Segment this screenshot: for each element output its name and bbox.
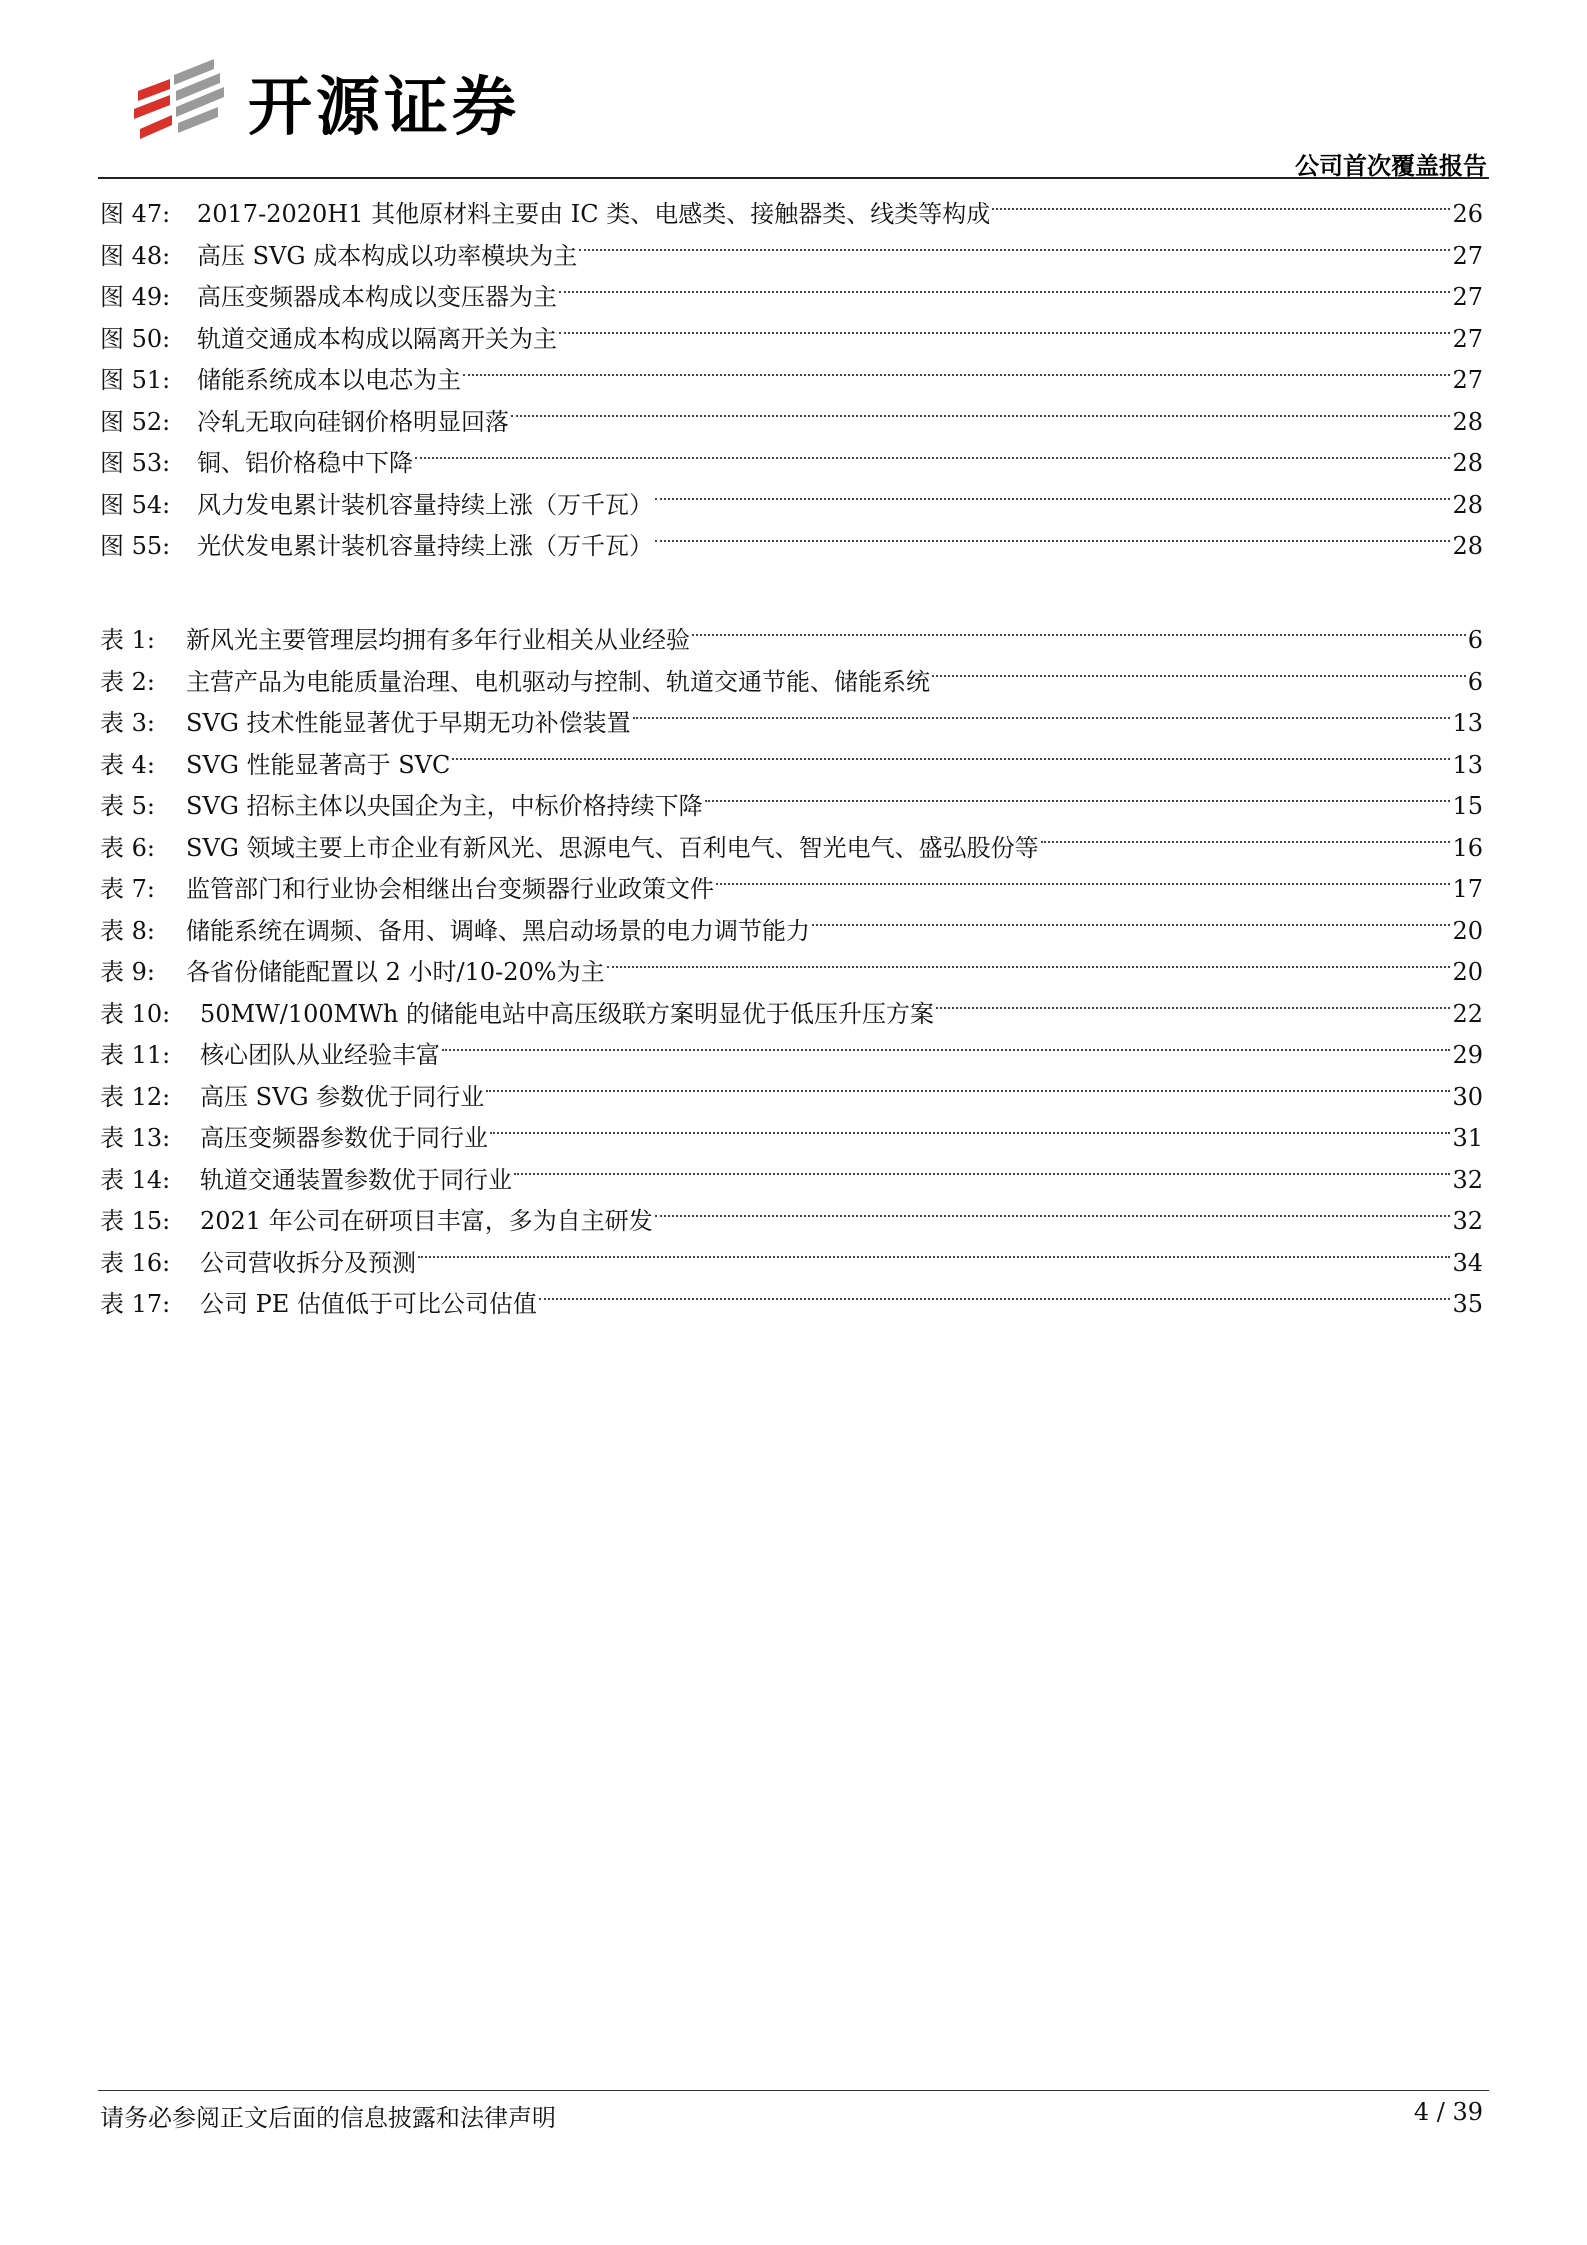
table-entry[interactable] xyxy=(100,745,1483,787)
entry-label: 表 15: xyxy=(100,1207,171,1235)
entry-title[interactable]: 储能系统在调频、备用、调峰、黑启动场景的电力调节能力 xyxy=(186,916,810,945)
entry-label: 图 47: xyxy=(100,200,171,228)
footer-divider xyxy=(98,2090,1489,2091)
entry-label: 图 48: xyxy=(100,241,171,270)
entry-page-number: 6 xyxy=(1467,626,1483,654)
dot-leader xyxy=(418,1256,1450,1258)
entry-page-number: 28 xyxy=(1452,449,1483,477)
entry-title[interactable]: SVG 性能显著高于 SVC xyxy=(186,750,451,779)
dot-leader xyxy=(539,1298,1451,1300)
entry-label: 表 2: xyxy=(100,667,155,696)
entry-label: 表 3: xyxy=(100,709,155,737)
entry-label: 表 14: xyxy=(100,1165,171,1194)
entry-label: 图 52: xyxy=(100,407,171,436)
dot-leader xyxy=(607,966,1451,968)
table-entry[interactable] xyxy=(100,1118,1483,1160)
report-type: 公司首次覆盖报告 xyxy=(1295,152,1487,180)
dot-leader xyxy=(511,415,1450,417)
dot-leader xyxy=(655,498,1450,500)
entry-page-number: 27 xyxy=(1452,366,1483,394)
entry-label: 表 6: xyxy=(100,833,155,862)
table-entry[interactable] xyxy=(100,662,1483,704)
dot-leader xyxy=(716,883,1450,885)
figure-entry[interactable] xyxy=(100,277,1483,319)
dot-leader xyxy=(692,634,1466,636)
entry-label: 表 1: xyxy=(100,626,155,654)
dot-leader xyxy=(936,1007,1450,1009)
header-divider xyxy=(98,177,1489,179)
dot-leader xyxy=(579,249,1450,251)
entry-page-number: 32 xyxy=(1452,1207,1483,1235)
table-entry[interactable] xyxy=(100,828,1483,870)
entry-title[interactable]: 铜、铝价格稳中下降 xyxy=(197,449,413,477)
dot-leader xyxy=(452,758,1450,760)
entry-label: 表 17: xyxy=(100,1290,171,1318)
entry-title[interactable]: 主营产品为电能质量治理、电机驱动与控制、轨道交通节能、储能系统 xyxy=(186,667,930,696)
entry-page-number: 28 xyxy=(1452,532,1483,560)
entry-label: 表 5: xyxy=(100,792,155,820)
entry-title[interactable]: 高压变频器参数优于同行业 xyxy=(200,1124,488,1152)
table-entry[interactable] xyxy=(100,1160,1483,1202)
entry-label: 表 16: xyxy=(100,1248,171,1277)
entry-title[interactable]: 光伏发电累计装机容量持续上涨（万千瓦） xyxy=(197,532,653,560)
entry-label: 图 54: xyxy=(100,490,171,519)
figure-list xyxy=(100,194,1483,568)
entry-page-number: 16 xyxy=(1452,833,1483,862)
figure-entry[interactable] xyxy=(100,319,1483,361)
entry-title[interactable]: 高压变频器成本构成以变压器为主 xyxy=(197,283,557,311)
figure-entry[interactable] xyxy=(100,194,1483,236)
entry-title[interactable]: 公司 PE 估值低于可比公司估值 xyxy=(200,1290,537,1318)
entry-page-number: 13 xyxy=(1452,709,1483,737)
entry-label: 图 55: xyxy=(100,532,171,560)
entry-title[interactable]: 储能系统成本以电芯为主 xyxy=(197,366,461,394)
table-entry[interactable] xyxy=(100,911,1483,953)
entry-title[interactable]: 50MW/100MWh 的储能电站中高压级联方案明显优于低压升压方案 xyxy=(200,999,935,1028)
entry-page-number: 29 xyxy=(1452,1041,1483,1069)
entry-page-number: 20 xyxy=(1452,958,1483,986)
entry-title[interactable]: 冷轧无取向硅钢价格明显回落 xyxy=(197,407,509,436)
entry-title[interactable]: 监管部门和行业协会相继出台变频器行业政策文件 xyxy=(186,875,714,903)
dot-leader xyxy=(932,675,1466,677)
entry-page-number: 20 xyxy=(1452,916,1483,945)
dot-leader xyxy=(655,540,1450,542)
entry-page-number: 34 xyxy=(1452,1248,1483,1277)
dot-leader xyxy=(486,1090,1450,1092)
entry-label: 表 4: xyxy=(100,750,155,779)
entry-title[interactable]: 新风光主要管理层均拥有多年行业相关从业经验 xyxy=(186,626,690,654)
logo-mark-icon xyxy=(130,57,230,147)
entry-title[interactable]: SVG 领域主要上市企业有新风光、思源电气、百利电气、智光电气、盛弘股份等 xyxy=(186,833,1039,862)
entry-page-number: 27 xyxy=(1452,241,1483,270)
figure-entry[interactable] xyxy=(100,443,1483,485)
entry-page-number: 28 xyxy=(1452,490,1483,519)
entry-title[interactable]: 公司营收拆分及预测 xyxy=(200,1248,416,1277)
figure-entry[interactable] xyxy=(100,360,1483,402)
table-entry[interactable] xyxy=(100,1077,1483,1119)
entry-page-number: 17 xyxy=(1452,875,1483,903)
dot-leader xyxy=(992,208,1450,210)
figure-entry[interactable] xyxy=(100,236,1483,278)
entry-title[interactable]: 核心团队从业经验丰富 xyxy=(200,1041,440,1069)
entry-label: 图 51: xyxy=(100,366,171,394)
entry-label: 表 8: xyxy=(100,916,155,945)
footer-disclaimer: 请务必参阅正文后面的信息披露和法律声明 xyxy=(100,2104,556,2132)
entry-title[interactable]: 2017-2020H1 其他原材料主要由 IC 类、电感类、接触器类、线类等构成 xyxy=(197,200,991,228)
entry-label: 表 10: xyxy=(100,999,171,1028)
table-entry[interactable] xyxy=(100,1243,1483,1285)
entry-title[interactable]: 轨道交通装置参数优于同行业 xyxy=(200,1165,512,1194)
entry-title[interactable]: SVG 招标主体以央国企为主，中标价格持续下降 xyxy=(186,792,703,820)
table-entry[interactable] xyxy=(100,703,1483,745)
table-entry[interactable] xyxy=(100,1201,1483,1243)
entry-page-number: 31 xyxy=(1452,1124,1483,1152)
entry-page-number: 15 xyxy=(1452,792,1483,820)
dot-leader xyxy=(705,800,1451,802)
entry-page-number: 30 xyxy=(1452,1082,1483,1111)
dot-leader xyxy=(463,374,1450,376)
table-entry[interactable] xyxy=(100,786,1483,828)
page-indicator: 4 / 39 xyxy=(1413,2098,1483,2126)
dot-leader xyxy=(490,1132,1450,1134)
entry-label: 表 13: xyxy=(100,1124,171,1152)
table-list xyxy=(100,620,1483,1326)
dot-leader xyxy=(559,332,1450,334)
brand-name: 开源证券 xyxy=(248,71,520,145)
entry-title[interactable]: 高压 SVG 参数优于同行业 xyxy=(200,1082,485,1111)
entry-title[interactable]: 各省份储能配置以 2 小时/10-20%为主 xyxy=(186,958,605,986)
dot-leader xyxy=(514,1173,1450,1175)
table-entry[interactable] xyxy=(100,994,1483,1036)
entry-title[interactable]: 2021 年公司在研项目丰富，多为自主研发 xyxy=(200,1207,653,1235)
entry-title[interactable]: SVG 技术性能显著优于早期无功补偿装置 xyxy=(186,709,631,737)
entry-label: 表 12: xyxy=(100,1082,171,1111)
entry-label: 图 53: xyxy=(100,449,171,477)
entry-page-number: 26 xyxy=(1452,200,1483,228)
entry-label: 表 9: xyxy=(100,958,155,986)
dot-leader xyxy=(559,291,1450,293)
entry-page-number: 13 xyxy=(1452,750,1483,779)
dot-leader xyxy=(633,717,1451,719)
brand-logo xyxy=(130,56,520,148)
entry-label: 图 49: xyxy=(100,283,171,311)
table-entry[interactable] xyxy=(100,1284,1483,1326)
entry-page-number: 27 xyxy=(1452,283,1483,311)
entry-page-number: 22 xyxy=(1452,999,1483,1028)
entry-page-number: 32 xyxy=(1452,1165,1483,1194)
figure-entry[interactable] xyxy=(100,402,1483,444)
figure-entry[interactable] xyxy=(100,485,1483,527)
entry-page-number: 27 xyxy=(1452,324,1483,353)
entry-page-number: 6 xyxy=(1467,667,1483,696)
dot-leader xyxy=(1041,841,1451,843)
entry-label: 表 11: xyxy=(100,1041,171,1069)
entry-title[interactable]: 风力发电累计装机容量持续上涨（万千瓦） xyxy=(197,490,653,519)
table-entry[interactable] xyxy=(100,869,1483,911)
dot-leader xyxy=(442,1049,1450,1051)
entry-title[interactable]: 高压 SVG 成本构成以功率模块为主 xyxy=(197,241,578,270)
dot-leader xyxy=(812,924,1450,926)
figure-entry[interactable] xyxy=(100,526,1483,568)
entry-label: 表 7: xyxy=(100,875,155,903)
dot-leader xyxy=(655,1215,1451,1217)
entry-label: 图 50: xyxy=(100,324,171,353)
entry-page-number: 35 xyxy=(1452,1290,1483,1318)
dot-leader xyxy=(415,457,1450,459)
table-entry[interactable] xyxy=(100,620,1483,662)
table-entry[interactable] xyxy=(100,1035,1483,1077)
table-entry[interactable] xyxy=(100,952,1483,994)
entry-title[interactable]: 轨道交通成本构成以隔离开关为主 xyxy=(197,324,557,353)
entry-page-number: 28 xyxy=(1452,407,1483,436)
